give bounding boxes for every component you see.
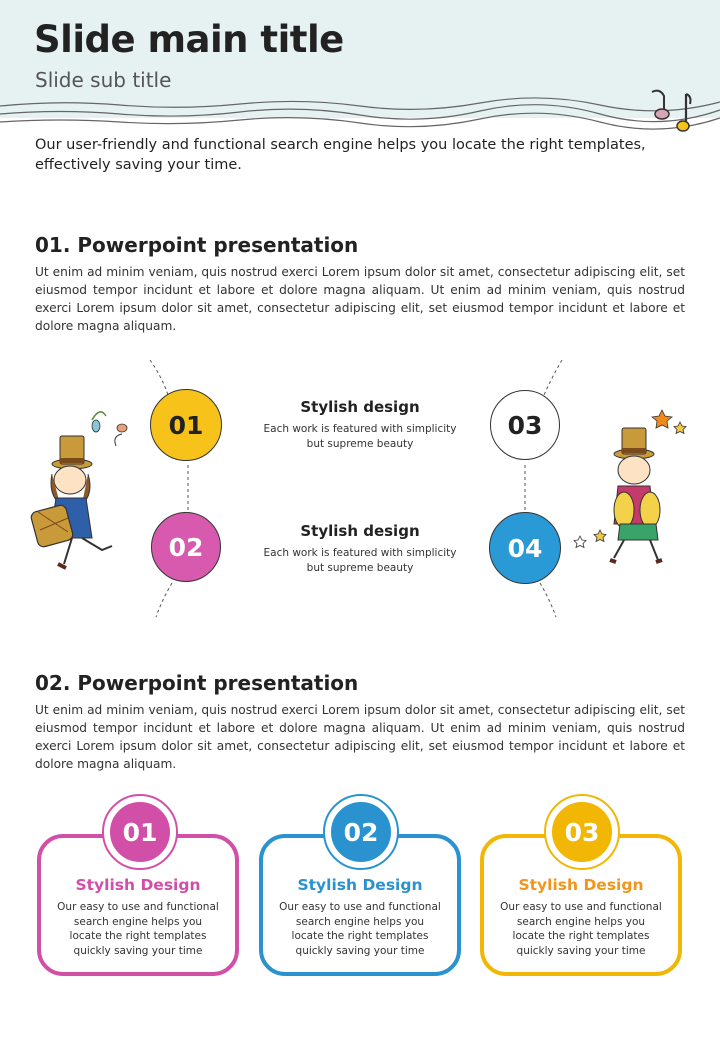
step-number-02: 02 <box>168 532 204 562</box>
page-subtitle: Slide sub title <box>35 68 172 92</box>
drummer-boy-illustration <box>30 400 130 580</box>
card-2-desc: Our easy to use and functional search engine helps you locate the right templates quickly saving your time <box>279 901 441 957</box>
feature-1-desc: Each work is featured with simplicity but supreme beauty <box>263 423 457 450</box>
card-3-number <box>548 798 616 866</box>
card-2-title: Stylish Design <box>297 876 423 894</box>
page-title: Slide main title <box>34 18 344 61</box>
step-circle-02 <box>151 512 221 582</box>
feature-1 <box>260 398 460 452</box>
feature-1-title: Stylish design <box>300 398 420 416</box>
card-3-title: Stylish Design <box>518 876 644 894</box>
card-1-number <box>106 798 174 866</box>
cymbal-boy-illustration <box>570 400 690 580</box>
feature-2-title: Stylish design <box>300 522 420 540</box>
section-1-title: 01. Powerpoint presentation <box>35 233 359 257</box>
card-2-number-text: 02 <box>343 817 379 847</box>
step-circle-04 <box>489 512 561 584</box>
card-3-desc: Our easy to use and functional search engine helps you locate the right templates quickly saving your time <box>500 901 662 957</box>
feature-2-desc: Each work is featured with simplicity but supreme beauty <box>263 547 457 574</box>
intro-paragraph: Our user-friendly and functional search engine helps you locate the right templates, effectively saving your time. <box>35 137 646 173</box>
feature-2 <box>260 522 460 576</box>
wavy-lines-divider <box>0 96 720 126</box>
card-1-desc: Our easy to use and functional search engine helps you locate the right templates quickly saving your time <box>57 901 219 957</box>
card-1-number-text: 01 <box>122 817 158 847</box>
card-1-title: Stylish Design <box>75 876 201 894</box>
card-3-number-text: 03 <box>564 817 600 847</box>
step-number-03: 03 <box>507 410 543 440</box>
step-number-01: 01 <box>168 410 204 440</box>
step-circle-03 <box>490 390 560 460</box>
music-note-icon <box>648 86 698 136</box>
card-2-number <box>327 798 395 866</box>
section-1-body: Ut enim ad minim veniam, quis nostrud exerci Lorem ipsum dolor sit amet, consectetur adipiscing elit, set eiusmod tempor incidunt et labore et dolore magna aliquam. Ut enim ad minim veniam, quis nostrud exerci Lorem ipsum dolor sit amet, consectetur adipiscing elit, set eiusmod tempor incidunt et labore et dolore magna aliquam. <box>35 265 685 333</box>
step-circle-01 <box>150 389 222 461</box>
section-2-body: Ut enim ad minim veniam, quis nostrud exerci Lorem ipsum dolor sit amet, consectetur adipiscing elit, set eiusmod tempor incidunt et labore et dolore magna aliquam. Ut enim ad minim veniam, quis nostrud exerci Lorem ipsum dolor sit amet, consectetur adipiscing elit, set eiusmod tempor incidunt et labore et dolore magna aliquam. <box>35 703 685 771</box>
step-number-04: 04 <box>507 533 543 563</box>
section-2-title: 02. Powerpoint presentation <box>35 671 359 695</box>
